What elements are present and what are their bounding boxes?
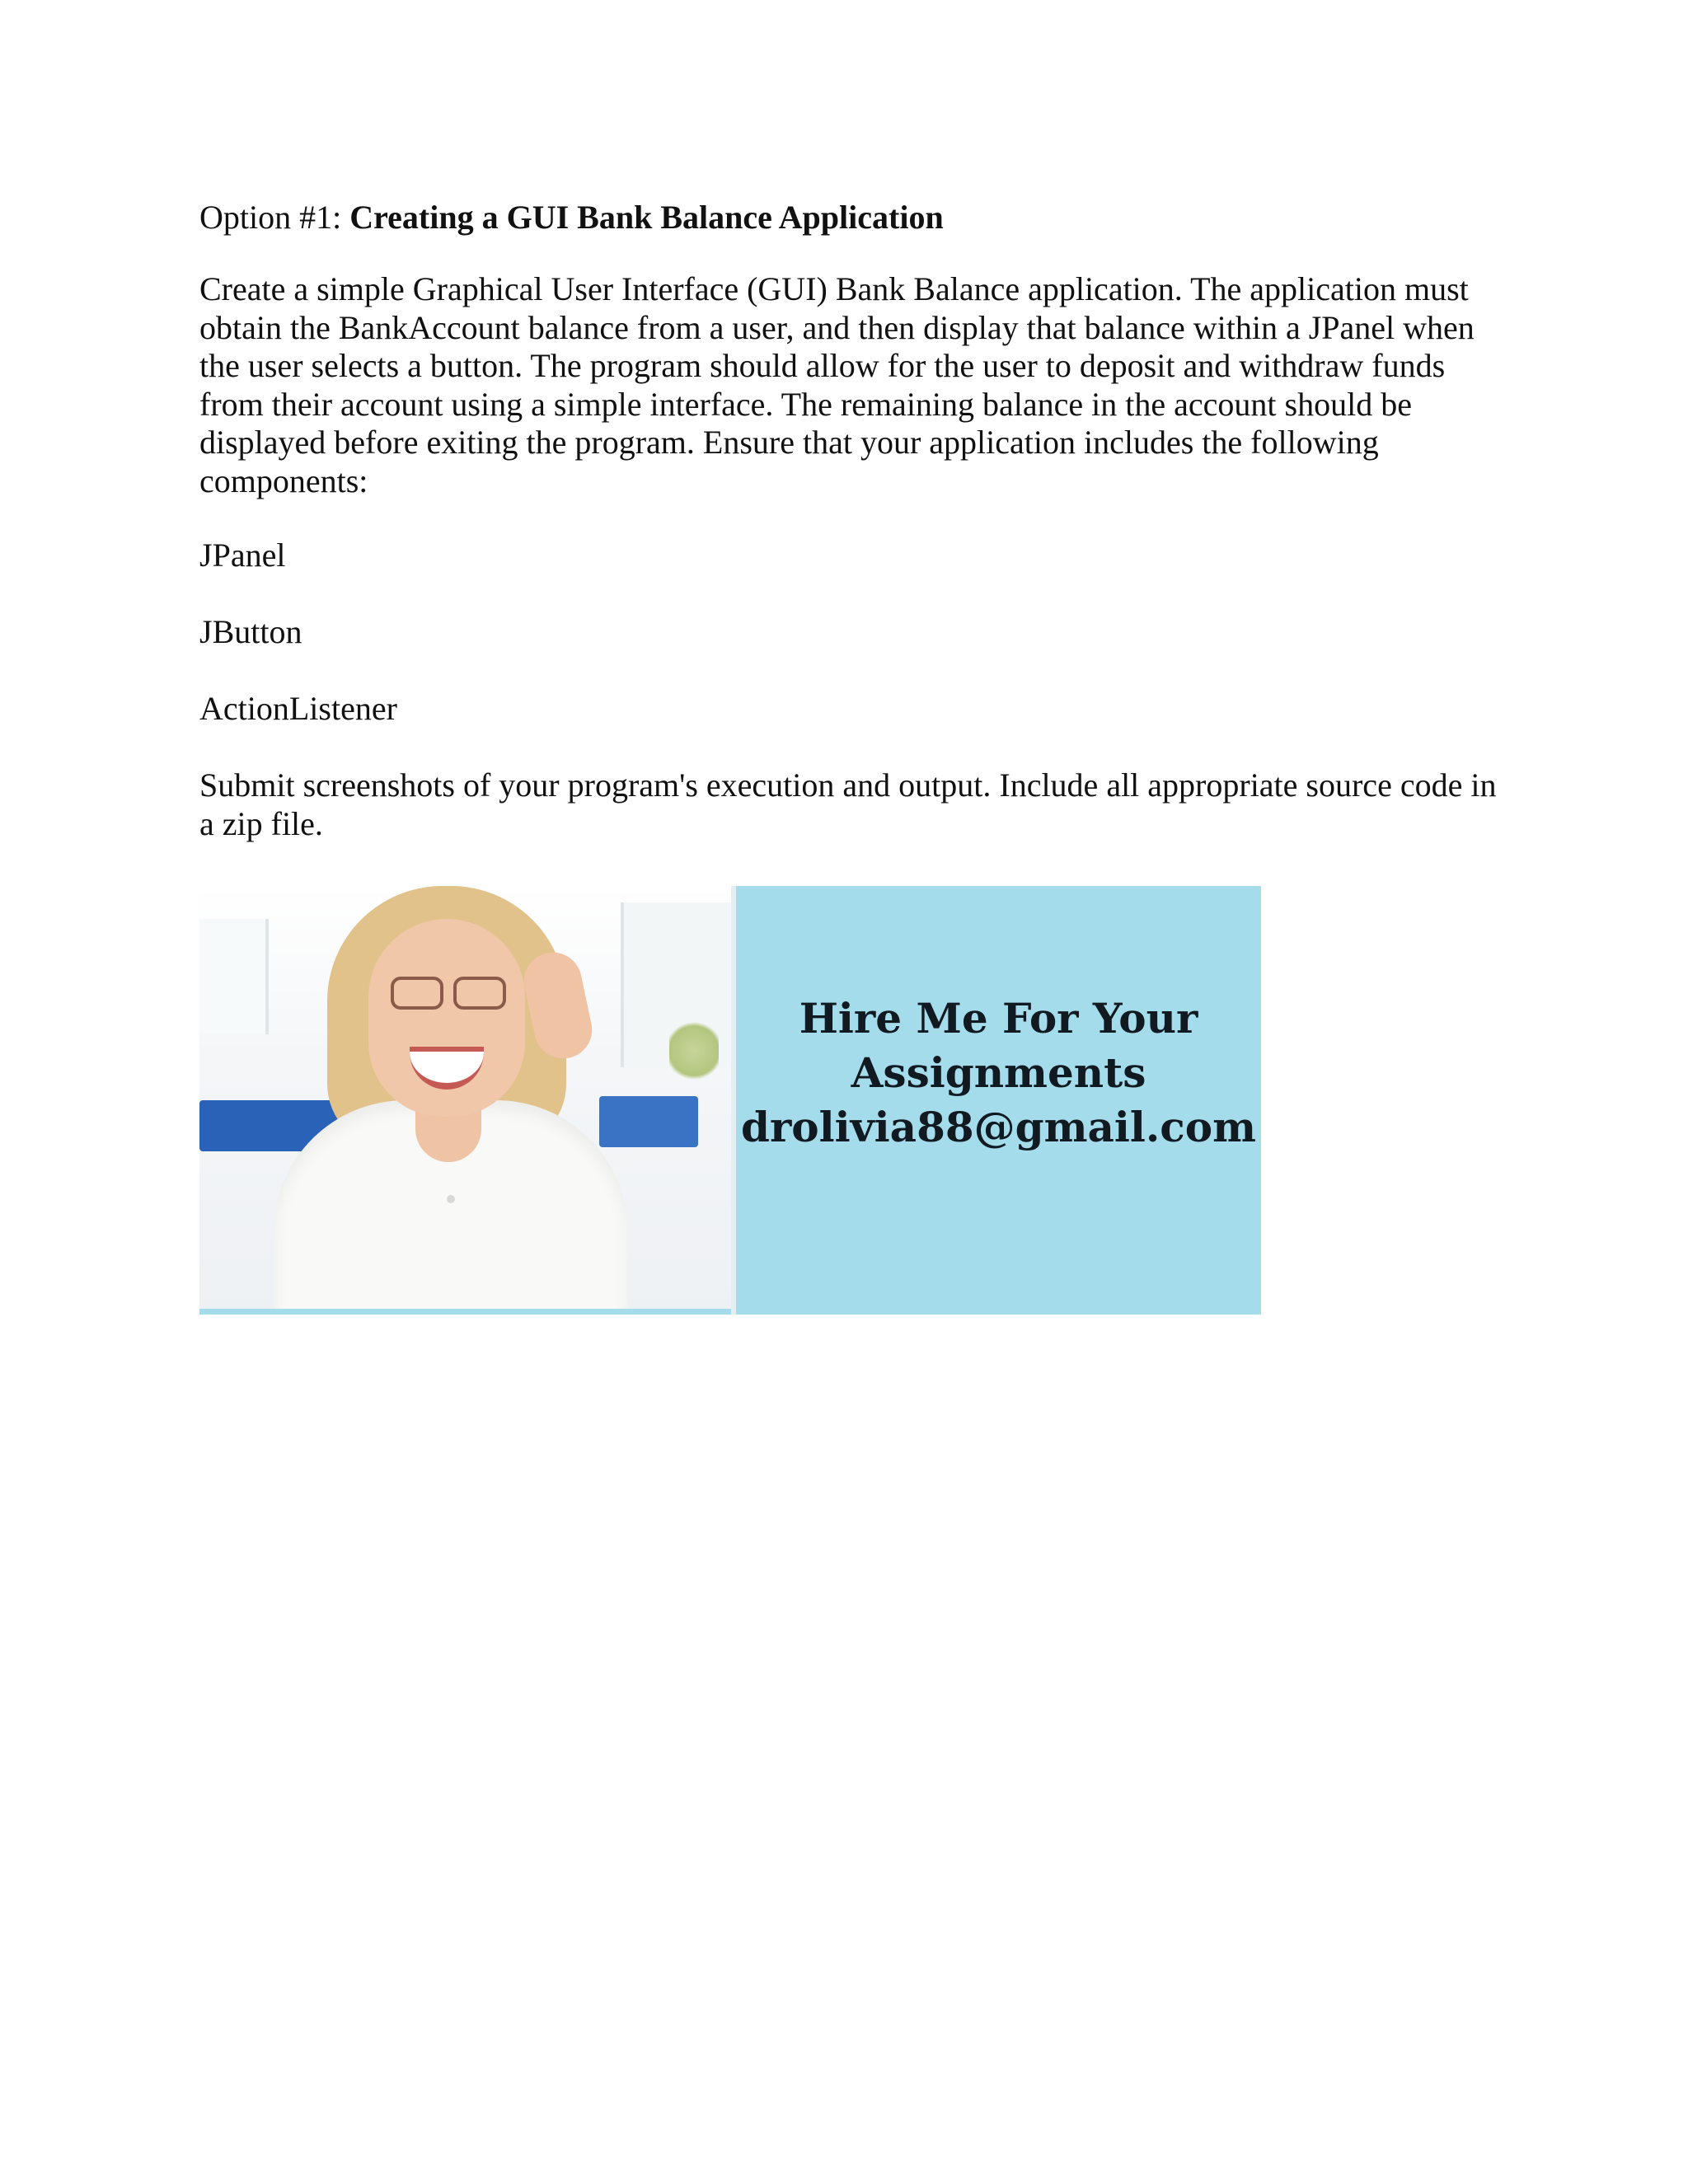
submit-paragraph: Submit screenshots of your program's execution and output. Include all appropriate source code in a zip file.: [199, 766, 1497, 842]
intro-paragraph: Create a simple Graphical User Interface (GUI) Bank Balance application. The application must obtain the BankAccount balance from a user, and then display that balance within a JPanel when the user selects a button. The program should allow for the user to deposit and withdraw funds from their account using a simple interface. The remaining balance in the account should be displayed before exiting the program. Ensure that your application includes the following components:: [199, 270, 1475, 499]
banner-bottom-strip: [199, 1309, 731, 1315]
shirt-button: [447, 1195, 455, 1203]
glasses-shape: [391, 977, 506, 1006]
component-jpanel: JPanel: [199, 537, 286, 574]
promo-text: [736, 991, 1261, 1155]
promo-line-hire: Hire Me For Your: [799, 994, 1198, 1043]
promo-panel: [736, 886, 1261, 1315]
option-heading: [199, 194, 1502, 241]
promo-banner-image: [199, 886, 1261, 1315]
promo-line-email: drolivia88@gmail.com: [740, 1103, 1257, 1151]
heading-prefix: Option #1:: [199, 199, 350, 236]
promo-line-assignments: Assignments: [851, 1048, 1146, 1097]
heading-title: Creating a GUI Bank Balance Application: [349, 199, 944, 236]
woman-photo: [199, 886, 731, 1315]
component-actionlistener: ActionListener: [199, 690, 397, 727]
background-plant: [669, 1018, 719, 1084]
document-body: [199, 194, 1502, 879]
background-window: [199, 919, 269, 1034]
component-jbutton: JButton: [199, 613, 302, 650]
background-chair: [599, 1096, 698, 1147]
